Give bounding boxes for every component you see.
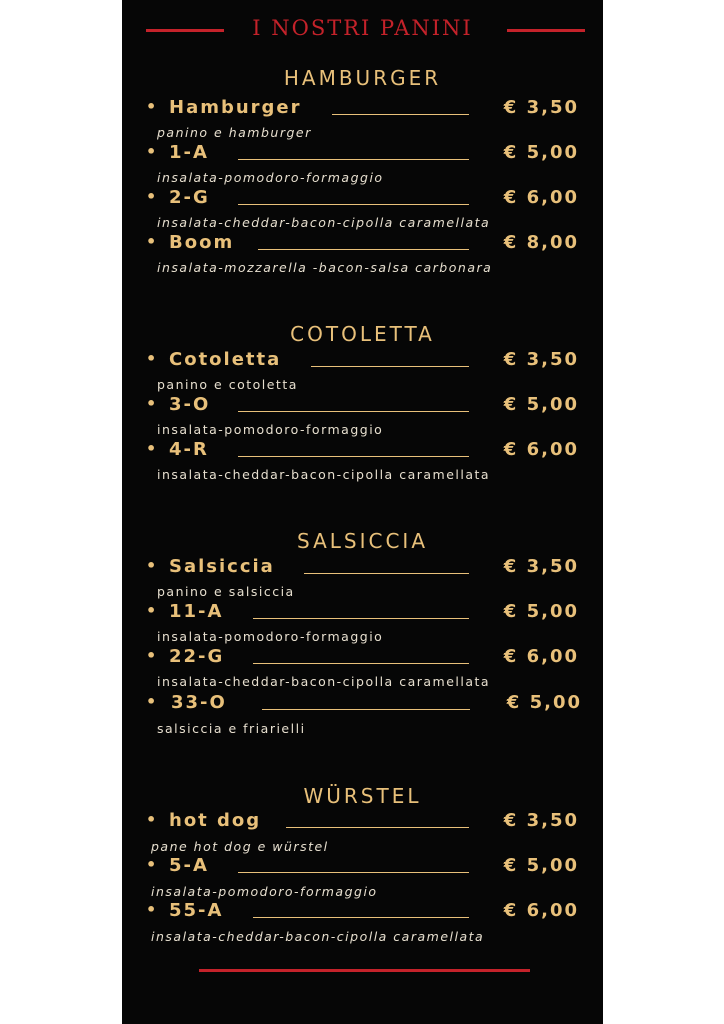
bullet-icon: • [146,601,159,620]
menu-item [146,97,579,123]
item-price: € 3,50 [503,349,579,370]
section-heading-wurstel: WÜRSTEL [303,784,422,808]
footer-rule [199,969,530,972]
item-name: Hamburger [169,97,302,118]
leader-line [238,204,469,205]
item-description: insalata-cheddar-bacon-cipolla caramellata [157,215,491,230]
item-description: insalata-cheddar-bacon-cipolla caramellata [151,929,485,944]
leader-line [258,249,469,250]
section-heading-cotoletta: COTOLETTA [290,322,435,346]
leader-line [304,573,469,574]
leader-line [286,827,469,828]
menu-item [146,855,579,881]
bullet-icon: • [146,810,159,829]
item-price: € 3,50 [503,556,579,577]
item-price: € 5,00 [503,601,579,622]
menu-item [146,646,579,672]
menu-item [146,601,579,627]
item-description: insalata-pomodoro-formaggio [157,629,384,644]
item-name: 33-O [171,692,227,713]
item-name: Salsiccia [169,556,275,577]
section-heading-hamburger: HAMBURGER [283,66,442,90]
bullet-icon: • [146,439,159,458]
item-description: salsiccia e friarielli [157,721,306,736]
bullet-icon: • [146,556,159,575]
item-name: 3-O [169,394,211,415]
menu-item [146,142,579,168]
item-name: 55-A [169,900,224,921]
item-description: insalata-cheddar-bacon-cipolla caramellata [157,467,491,482]
leader-line [238,159,469,160]
item-name: 2-G [169,187,210,208]
item-description: pane hot dog e würstel [151,839,329,854]
item-price: € 8,00 [503,232,579,253]
item-price: € 3,50 [503,97,579,118]
bullet-icon: • [146,187,159,206]
menu-item [146,556,579,582]
item-price: € 6,00 [503,900,579,921]
leader-line [238,872,469,873]
item-description: insalata-cheddar-bacon-cipolla caramellata [157,674,491,689]
menu-item [146,439,579,465]
item-description: insalata-pomodoro-formaggio [151,884,378,899]
bullet-icon: • [146,646,159,665]
item-price: € 5,00 [503,142,579,163]
item-price: € 5,00 [506,692,582,713]
menu-title: I NOSTRI PANINI [252,16,473,40]
leader-line [253,917,469,918]
item-description: insalata-pomodoro-formaggio [157,422,384,437]
leader-line [311,366,469,367]
bullet-icon: • [146,142,159,161]
item-price: € 6,00 [503,439,579,460]
item-name: 11-A [169,601,224,622]
leader-line [253,618,469,619]
bullet-icon: • [146,855,159,874]
title-rule-right [507,29,585,32]
leader-line [253,663,469,664]
bullet-icon: • [146,232,159,251]
leader-line [238,456,469,457]
menu-item [146,394,579,420]
item-name: 4-R [169,439,209,460]
item-price: € 5,00 [503,394,579,415]
bullet-icon: • [146,692,159,711]
menu-item [146,187,579,213]
menu-header [122,16,603,46]
item-name: hot dog [169,810,262,831]
leader-line [332,114,469,115]
menu-item [146,810,579,836]
bullet-icon: • [146,349,159,368]
item-price: € 6,00 [503,187,579,208]
item-price: € 3,50 [503,810,579,831]
menu-item [146,900,579,926]
bullet-icon: • [146,394,159,413]
item-price: € 6,00 [503,646,579,667]
item-name: Cotoletta [169,349,282,370]
item-description: panino e salsiccia [157,584,295,599]
menu-item [146,349,579,375]
item-description: panino e cotoletta [157,377,298,392]
item-description: insalata-mozzarella -bacon-salsa carbonara [157,260,493,275]
section-heading-salsiccia: SALSICCIA [297,529,428,553]
bullet-icon: • [146,900,159,919]
item-name: Boom [169,232,235,253]
item-description: insalata-pomodoro-formaggio [157,170,384,185]
menu-item [146,692,582,718]
menu-board [122,0,603,1024]
item-description: panino e hamburger [157,125,312,140]
leader-line [238,411,469,412]
item-name: 22-G [169,646,225,667]
item-name: 5-A [169,855,209,876]
leader-line [262,709,470,710]
item-price: € 5,00 [503,855,579,876]
bullet-icon: • [146,97,159,116]
item-name: 1-A [169,142,209,163]
menu-item [146,232,579,258]
